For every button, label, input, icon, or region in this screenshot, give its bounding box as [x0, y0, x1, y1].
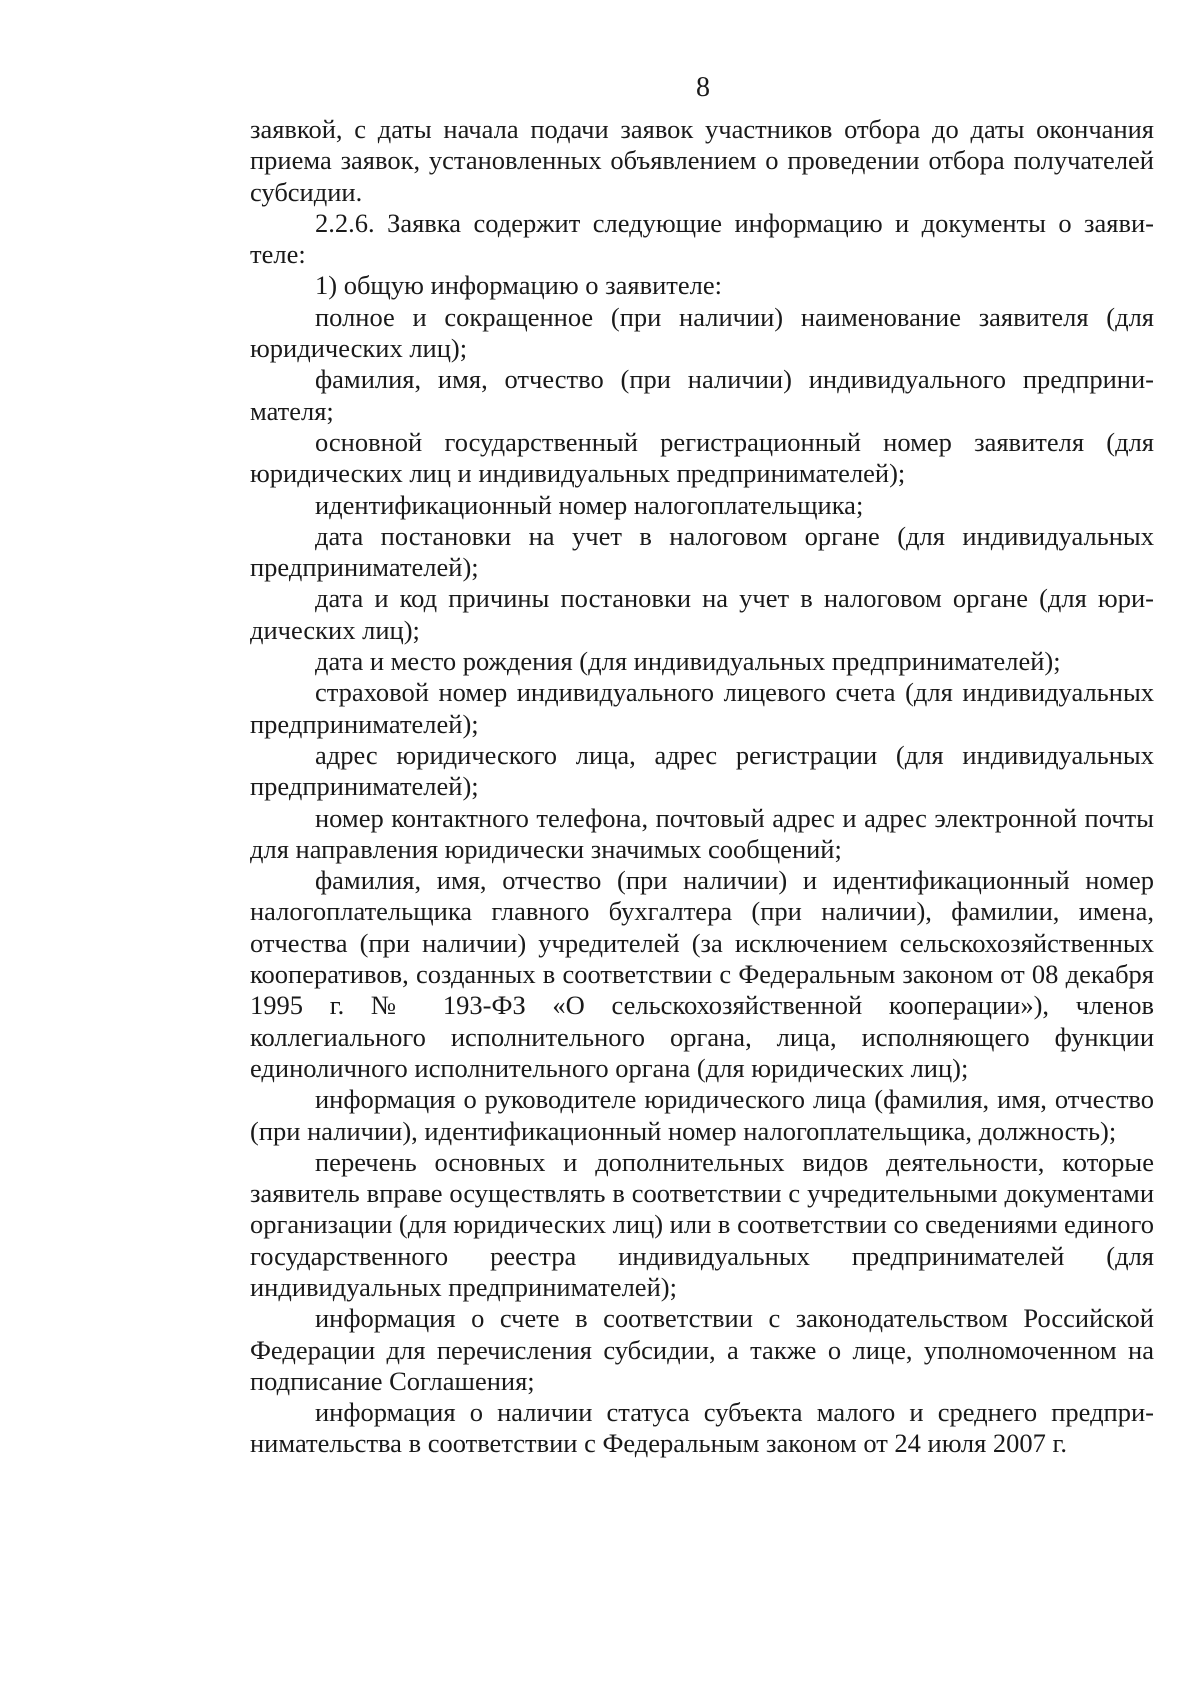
paragraph-birth: дата и место рождения (для индивидуальных предпринимателей);	[315, 646, 1061, 677]
paragraph-sme-status: информация о наличии статуса субъекта малого и среднего предпринимательства в соответствии с Федеральным законом от 24 июля 2007 г.	[250, 1397, 1154, 1459]
paragraph-accountant-founders: фамилия, имя, отчество (при наличии) и идентификационный номер налогоплательщика главного бухгалтера (при наличии), фамилии, имена, отчества (при наличии) учредителей (за исключением сельскохозяйственных кооперативов, созданных в соответствии с Федеральным законом от 08 декабря 1995 г. № 193-ФЗ «О сельскохозяйственной кооперации»), членов коллегиального исполнительного органа, лица, исполняющего функции единоличного исполнительного органа (для юридических лиц);	[250, 865, 1154, 1083]
paragraph-activities: перечень основных и дополнительных видов деятельности, которые заявитель вправе осуществлять в соответствии с учредительными документами организации (для юридических лиц) или в соответствии со сведениями единого государственного реестра индивидуальных предпринимателей (для индивидуальных предпринимателей);	[250, 1146, 1154, 1302]
paragraph-head-info: информация о руководителе юридического лица (фамилия, имя, отчество (при наличии), идентификационный номер налогоплательщика, должность);	[250, 1084, 1154, 1146]
paragraph-ogrn: основной государственный регистрационный номер заявителя (для юридических лиц и индивидуальных предпринимателей);	[250, 426, 1154, 489]
page-number: 8	[696, 72, 710, 103]
paragraph-full-name: полное и сокращенное (при наличии) наименование заявителя (для юридических лиц);	[250, 301, 1154, 364]
paragraph-contacts: номер контактного телефона, почтовый адрес и адрес электронной почты для направления юридически значимых сообщений;	[250, 802, 1154, 864]
paragraph-continuation: заявкой, с даты начала подачи заявок участников отбора до даты окончания приема заявок, установленных объявлением о проведении отбора получателей субсидии.	[250, 114, 1154, 207]
paragraph-item-1: 1) общую информацию о заявителе:	[315, 270, 722, 301]
paragraph-kpp: дата и код причины постановки на учет в налоговом органе (для юридических лиц);	[250, 583, 1154, 645]
document-body	[250, 114, 1154, 1460]
paragraph-account-info: информация о счете в соответствии с законодательством Российской Федерации для перечисления субсидии, а также о лице, уполномоченном на подписание Соглашения;	[250, 1303, 1154, 1396]
paragraph-snils: страховой номер индивидуального лицевого счета (для индивидуальных предпринимателей);	[250, 677, 1154, 739]
paragraph-inn: идентификационный номер налогоплательщика;	[315, 489, 864, 520]
paragraph-tax-registration-date: дата постановки на учет в налоговом органе (для индивидуальных предпринимателей);	[250, 520, 1154, 583]
paragraph-entrepreneur-name: фамилия, имя, отчество (при наличии) индивидуального предпринимателя;	[250, 364, 1154, 426]
paragraph-address: адрес юридического лица, адрес регистрации (для индивидуальных предпринимателей);	[250, 739, 1154, 802]
paragraph-section-2-2-6: 2.2.6. Заявка содержит следующие информацию и документы о заявителе:	[250, 207, 1154, 270]
